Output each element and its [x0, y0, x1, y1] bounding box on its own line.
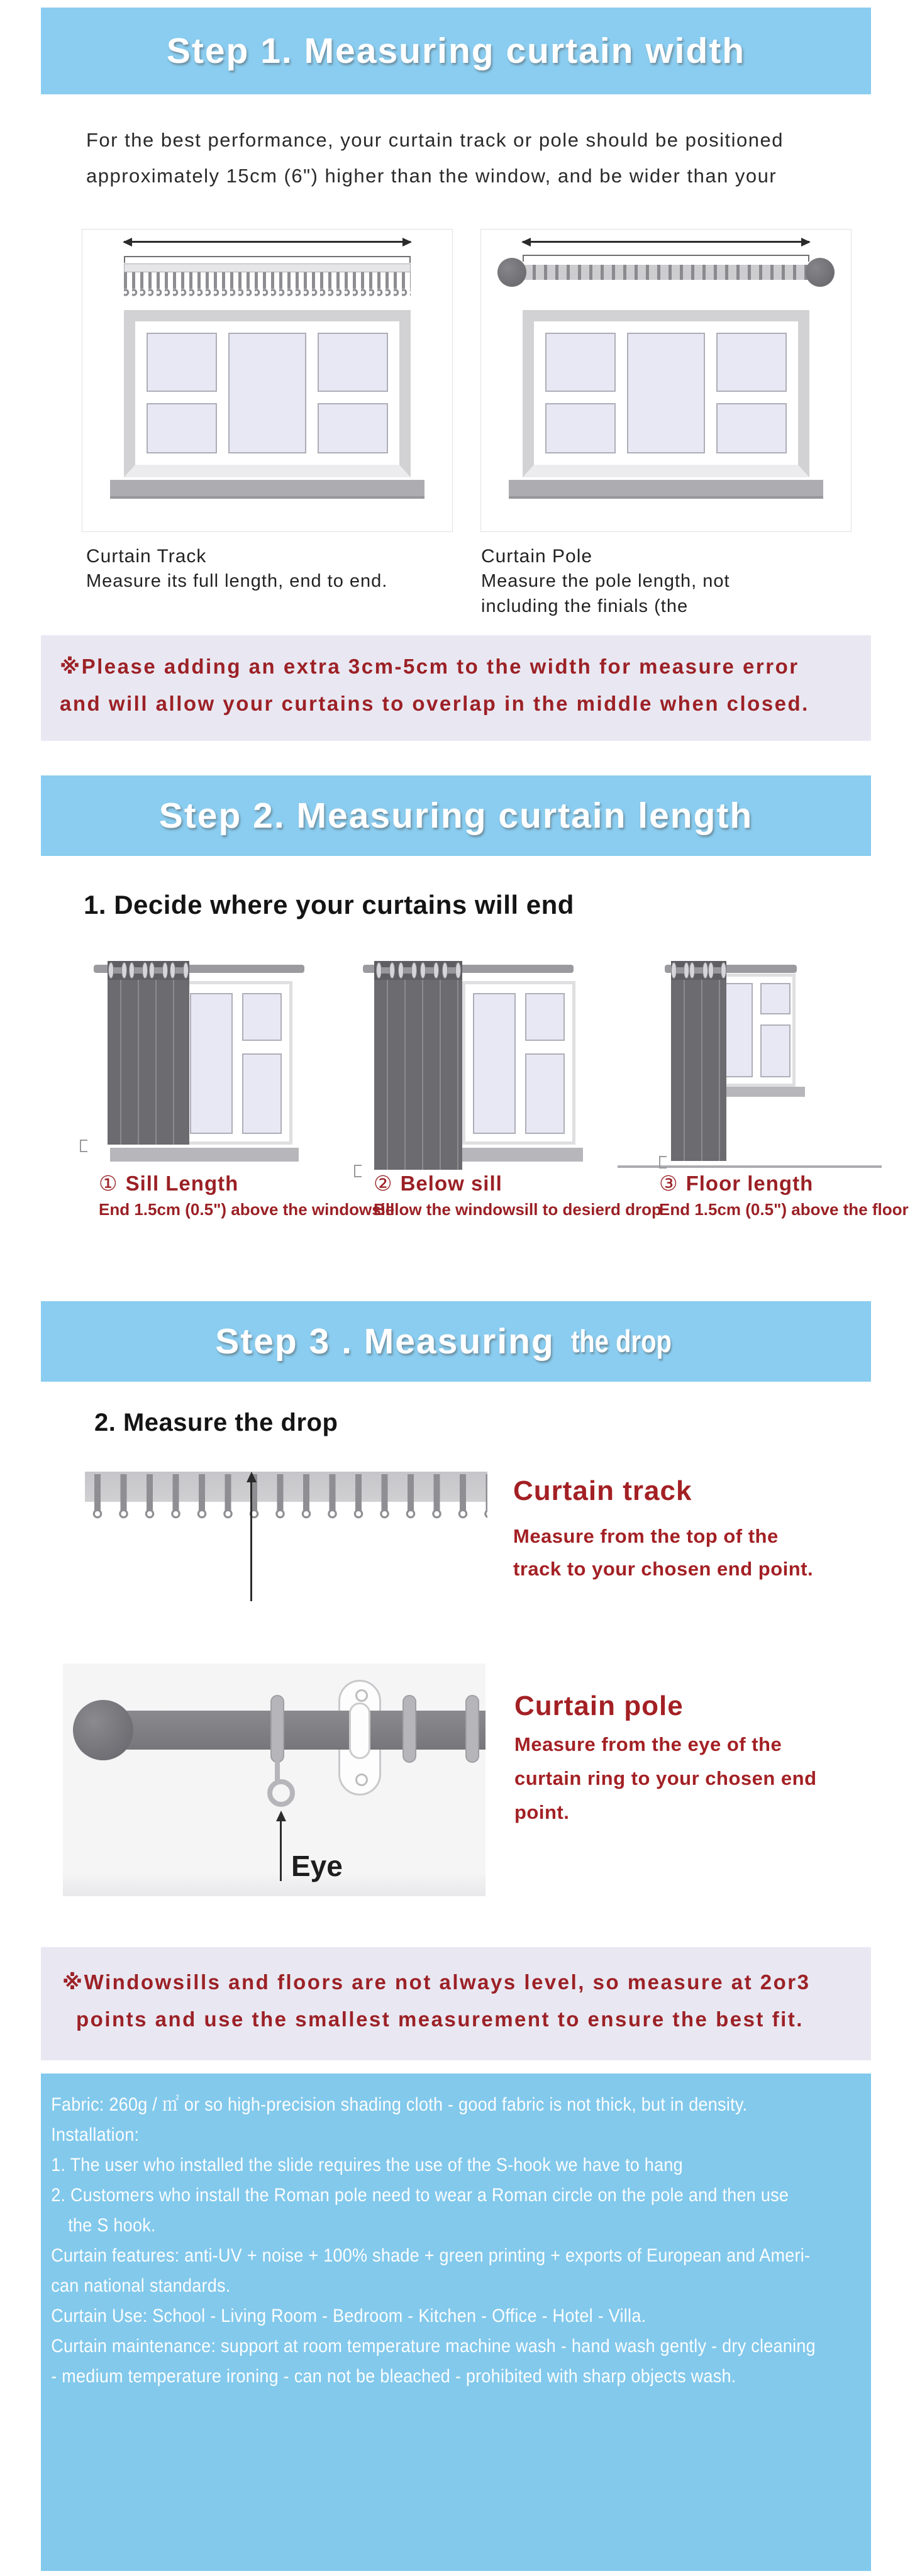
measure-bracket [523, 255, 809, 262]
pole-caption-line1: Measure the pole length, not [481, 571, 730, 591]
below-sill-title: Below sill [400, 1172, 502, 1195]
eye-label: Eye [291, 1850, 343, 1882]
sill-length-desc: End 1.5cm (0.5") above the windowsill [99, 1200, 395, 1219]
track-caption-line: Measure its full length, end to end. [86, 571, 388, 591]
circled-2: ② [374, 1172, 393, 1195]
step3-banner-title: Step 3 . Measuring [215, 1321, 555, 1362]
below-sill-caption [374, 1171, 502, 1196]
curtain-header [108, 961, 189, 980]
step2-banner-title: Step 2. Measuring curtain length [158, 796, 753, 836]
curtain-ring [465, 1695, 479, 1763]
bracket-screw [355, 1689, 368, 1702]
ring-eye [267, 1779, 295, 1807]
measure-bracket [124, 256, 411, 263]
detail-features: Curtain features: anti-UV + noise + 100% shade + green printing + exports of European and Ameri- [51, 2245, 811, 2266]
sill-length-caption [99, 1171, 238, 1196]
floor-line [618, 1165, 882, 1168]
windowsill [110, 1148, 299, 1162]
curtain-header [374, 961, 462, 980]
window-pane [473, 993, 516, 1134]
curtain-fabric [374, 980, 462, 1170]
window-pane [525, 1053, 565, 1134]
step2-banner [41, 775, 871, 856]
floor-length-title: Floor length [685, 1172, 814, 1195]
grommet-icon [442, 962, 461, 979]
grommet-icon [149, 962, 168, 979]
product-details-box [41, 2074, 871, 2571]
floor-length-desc: End 1.5cm (0.5") above the floor [659, 1200, 909, 1219]
grommet-icon [170, 962, 189, 979]
track-drop-line1: Measure from the top of the [513, 1525, 779, 1547]
window-pane [318, 403, 388, 453]
drop-arrow [250, 1482, 252, 1601]
window-pane [525, 993, 565, 1041]
grommet-icon [420, 962, 439, 979]
level-note-box [41, 1947, 871, 2060]
width-arrow [124, 241, 411, 243]
track-drop-diagram [85, 1472, 487, 1604]
track-caption-title: Curtain Track [86, 546, 207, 567]
step1-banner [41, 8, 871, 94]
grommet-icon [689, 962, 707, 979]
detail-maintenance-2: - medium temperature ironing - can not be bleached - prohibited with sharp objects wash. [51, 2366, 736, 2387]
circled-1: ① [99, 1172, 118, 1195]
step1-intro-line2: approximately 15cm (6") higher than the window, and be wider than your [86, 165, 777, 187]
width-note-box [41, 635, 871, 741]
step3-heading: 2. Measure the drop [94, 1409, 338, 1436]
step3-banner [41, 1301, 871, 1382]
detail-features-2: can national standards. [51, 2275, 231, 2296]
grommet-icon [398, 962, 417, 979]
window-pane [627, 333, 705, 453]
detail-installation: Installation: [51, 2124, 140, 2145]
sill-length-diagram [79, 956, 308, 1176]
grommet-icon [129, 962, 148, 979]
curtain-pole-diagram [480, 229, 852, 532]
window-pane [147, 333, 217, 392]
pole-drop-line1: Measure from the eye of the [514, 1733, 782, 1755]
detail-fabric: Fabric: 260g / ㎡ or so high-precision shading cloth - good fabric is not thick, but in density. [51, 2094, 748, 2115]
pole-caption-title: Curtain Pole [481, 546, 593, 567]
pole-drop-line3: point. [514, 1801, 570, 1823]
measure-mark [354, 1165, 362, 1177]
curtain-header [671, 961, 726, 980]
window-graphic [124, 310, 411, 477]
curtain-pole-graphic [521, 265, 811, 280]
curtain-ring [402, 1695, 416, 1763]
pole-drop-line2: curtain ring to your chosen end [514, 1767, 817, 1789]
windowsill [509, 480, 823, 499]
track-rail [124, 264, 411, 272]
sill-length-title: Sill Length [125, 1172, 239, 1195]
ring-link [275, 1762, 280, 1780]
track-gliders [124, 272, 411, 289]
window-graphic [462, 981, 575, 1145]
window-pane [760, 1024, 791, 1077]
curtain-fabric [108, 980, 189, 1145]
window-pane [545, 333, 616, 392]
detail-install-1: 1. The user who installed the slide requires the use of the S-hook we have to hang [51, 2155, 683, 2175]
track-drop-title: Curtain track [513, 1475, 692, 1506]
window-pane [190, 993, 233, 1134]
pole-finial-left [497, 258, 526, 287]
window-graphic [179, 981, 292, 1145]
grommet-icon [376, 962, 395, 979]
detail-use: Curtain Use: School - Living Room - Bedroom - Kitchen - Office - Hotel - Villa. [51, 2306, 646, 2326]
grommet-icon [671, 962, 689, 979]
floor-length-caption [659, 1171, 813, 1196]
window-pane [318, 333, 388, 392]
width-note-line2: and will allow your curtains to overlap in the middle when closed. [60, 692, 809, 715]
detail-maintenance: Curtain maintenance: support at room temperature machine wash - hand wash gently - dry cleaning [51, 2336, 816, 2357]
below-sill-diagram [363, 956, 592, 1176]
curtain-ring [270, 1695, 284, 1763]
bracket-screw [355, 1774, 368, 1786]
step2-heading: 1. Decide where your curtains will end [84, 890, 574, 919]
step3-banner-subtitle: the drop [570, 1324, 672, 1359]
pole-finial-right [806, 258, 835, 287]
pole-graphic [123, 1711, 486, 1750]
below-sill-desc: Below the windowsill to desierd drop [374, 1200, 662, 1219]
window-pane [760, 983, 791, 1014]
window-pane [242, 1053, 282, 1134]
track-eyelets [85, 1508, 487, 1521]
curtain-graphic [671, 961, 726, 1161]
window-pane [242, 993, 282, 1041]
curtain-graphic [374, 961, 462, 1170]
pole-drop-diagram [63, 1663, 486, 1896]
curtain-fabric [671, 980, 726, 1161]
level-note-line2: points and use the smallest measurement to ensure the best fit. [76, 2007, 804, 2031]
window-graphic [523, 310, 809, 477]
grommet-icon [108, 962, 127, 979]
measure-mark [80, 1140, 87, 1152]
pole-finial [73, 1700, 133, 1760]
detail-install-2: 2. Customers who install the Roman pole need to wear a Roman circle on the pole and then use [51, 2185, 789, 2206]
curtain-track-diagram [82, 229, 453, 532]
grommet-icon [708, 962, 726, 979]
window-pane [716, 403, 787, 453]
curtain-track-graphic [124, 264, 411, 297]
eye-arrow [280, 1821, 282, 1881]
level-note-line1: ※Windowsills and floors are not always level, so measure at 2or3 [62, 1970, 811, 1994]
window-pane [228, 333, 306, 453]
circled-3: ③ [659, 1172, 679, 1195]
window-pane [716, 333, 787, 392]
window-graphic [717, 974, 796, 1087]
window-pane [725, 983, 753, 1077]
pole-caption-line2: including the finials (the [481, 596, 689, 616]
windowsill [110, 480, 424, 499]
step1-intro-line1: For the best performance, your curtain track or pole should be positioned [86, 129, 784, 151]
floor-length-diagram [641, 956, 855, 1176]
track-eyelets [124, 289, 411, 297]
window-pane [545, 403, 616, 453]
window-pane [147, 403, 217, 453]
measure-mark [659, 1156, 667, 1169]
bracket-collar [349, 1702, 370, 1759]
detail-install-2b: the S hook. [68, 2215, 156, 2236]
width-note-line1: ※Please adding an extra 3cm-5cm to the width for measure error [60, 655, 799, 678]
pole-drop-title: Curtain pole [514, 1690, 684, 1721]
step1-banner-title: Step 1. Measuring curtain width [166, 31, 746, 71]
curtain-graphic [108, 961, 189, 1145]
track-drop-line2: track to your chosen end point. [513, 1558, 814, 1580]
track-hooks [85, 1474, 487, 1513]
width-arrow [523, 241, 809, 243]
